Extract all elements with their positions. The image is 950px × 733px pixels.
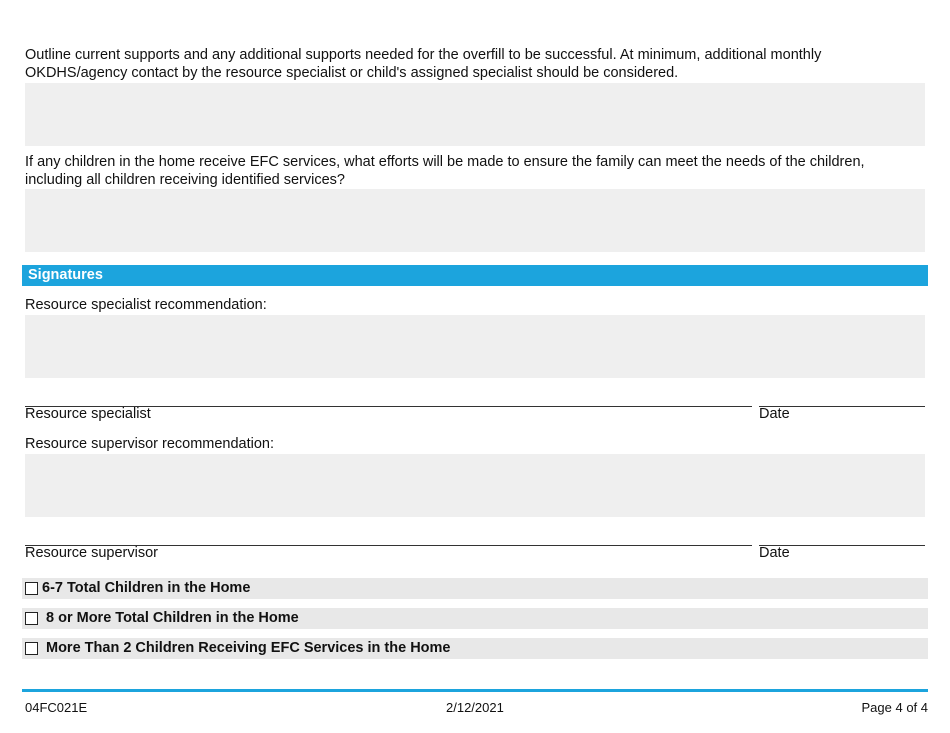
checkbox-label: 8 or More Total Children in the Home [46,610,299,626]
supervisor-signature-label: Resource supervisor [25,545,158,561]
checkbox-row-8-or-more-children[interactable] [22,608,928,629]
footer-divider [22,689,928,692]
supports-question: Outline current supports and any additional supports needed for the overfill to be successful. At minimum, additional monthly OKDHS/agency contact by the resource specialist or child's assigned specialist should be considered. [25,47,822,81]
supervisor-recommendation-label: Resource supervisor recommendation: [25,436,275,452]
supervisor-recommendation-field[interactable] [25,454,925,517]
checkbox[interactable] [25,642,38,655]
signatures-heading: Signatures [22,265,928,286]
form-date: 2/12/2021 [446,700,504,715]
page-number: Page 4 of 4 [861,700,928,715]
efc-question: If any children in the home receive EFC services, what efforts will be made to ensure the family can meet the needs of the children, including all children receiving identified services? [25,154,865,188]
checkbox[interactable] [25,582,38,595]
specialist-recommendation-label: Resource specialist recommendation: [25,297,267,313]
form-number: 04FC021E [25,700,88,715]
supervisor-date-label: Date [759,545,790,561]
efc-answer-field[interactable] [25,189,925,252]
checkbox[interactable] [25,612,38,625]
checkbox-label: 6-7 Total Children in the Home [42,580,251,596]
checkbox-row-efc-services[interactable] [22,638,928,659]
checkbox-row-6-7-children[interactable] [22,578,928,599]
checkbox-label: More Than 2 Children Receiving EFC Services in the Home [46,640,451,656]
specialist-recommendation-field[interactable] [25,315,925,378]
specialist-date-label: Date [759,406,790,422]
supports-answer-field[interactable] [25,83,925,146]
specialist-signature-label: Resource specialist [25,406,151,422]
